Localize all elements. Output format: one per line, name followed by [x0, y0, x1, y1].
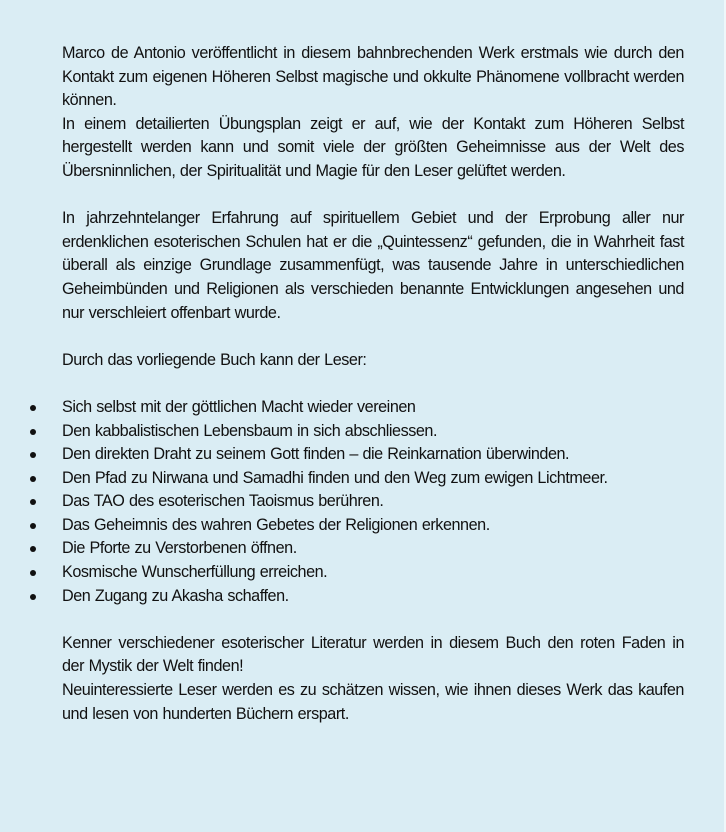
document-body	[62, 42, 684, 726]
list-item	[62, 467, 684, 491]
spacer	[62, 325, 684, 349]
bullet-icon	[30, 476, 36, 482]
list-item	[62, 561, 684, 585]
list-item-text: Den Zugang zu Akasha schaffen.	[62, 586, 289, 605]
bullet-icon	[30, 405, 36, 411]
list-item-text: Die Pforte zu Verstorbenen öffnen.	[62, 539, 297, 558]
closing-paragraph-2: Neuinteressierte Leser werden es zu schätzen wissen, wie ihnen dieses Werk das kaufen und lesen von hunderten Büchern erspart.	[62, 681, 684, 723]
experience-paragraph: In jahrzehntelanger Erfahrung auf spirituellem Gebiet und der Erprobung aller nur erdenklichen esoterischen Schulen hat er die „Quintessenz“ gefunden, die in Wahrheit fast überall als einzige Grundlage zusammenfügt, was tausende Jahre in unterschiedlichen Geheimbünden und Religionen als verschieden benannte Entwicklungen angesehen und nur verschleiert offenbart wurde.	[62, 209, 684, 322]
list-item	[62, 537, 684, 561]
benefits-list	[62, 396, 684, 608]
closing-paragraph-1: Kenner verschiedener esoterischer Literatur werden in diesem Buch den roten Faden in der Mystik der Welt finden!	[62, 633, 684, 676]
list-item-text: Den direkten Draht zu seinem Gott finden – die Reinkarnation überwinden.	[62, 445, 570, 464]
bullet-icon	[30, 570, 36, 576]
list-item	[62, 585, 684, 609]
list-item	[62, 490, 684, 514]
bullet-icon	[30, 452, 36, 458]
spacer	[62, 372, 684, 396]
bullet-icon	[30, 499, 36, 505]
bullet-icon	[30, 429, 36, 435]
bullet-icon	[30, 523, 36, 529]
list-item	[62, 514, 684, 538]
list-item-text: Sich selbst mit der göttlichen Macht wieder vereinen	[62, 397, 416, 416]
list-item-text: Das Geheimnis des wahren Gebetes der Religionen erkennen.	[62, 515, 490, 534]
spacer	[62, 608, 684, 632]
list-item	[62, 396, 684, 420]
list-item-text: Den Pfad zu Nirwana und Samadhi finden und den Weg zum ewigen Lichtmeer.	[62, 468, 608, 487]
bullet-icon	[30, 546, 36, 552]
list-item-text: Den kabbalistischen Lebensbaum in sich abschliessen.	[62, 421, 438, 440]
list-item-text: Kosmische Wunscherfüllung erreichen.	[62, 563, 328, 582]
spacer	[62, 184, 684, 208]
list-item	[62, 420, 684, 444]
list-item	[62, 443, 684, 467]
list-intro: Durch das vorliegende Buch kann der Leser:	[62, 350, 367, 369]
list-item-text: Das TAO des esoterischen Taoismus berühren.	[62, 492, 384, 511]
intro-paragraph-1: Marco de Antonio veröffentlicht in diesem bahnbrechenden Werk erstmals wie durch den Kontakt zum eigenen Höheren Selbst magische und okkulte Phänomene vollbracht werden können.	[62, 44, 684, 110]
intro-paragraph-2: In einem detailierten Übungsplan zeigt er auf, wie der Kontakt zum Höheren Selbst hergestellt werden kann und somit viele der größten Geheimnisse aus der Welt des Übersninnlichen, der Spiritualität und Magie für den Leser gelüftet werden.	[62, 114, 684, 180]
bullet-icon	[30, 594, 36, 600]
